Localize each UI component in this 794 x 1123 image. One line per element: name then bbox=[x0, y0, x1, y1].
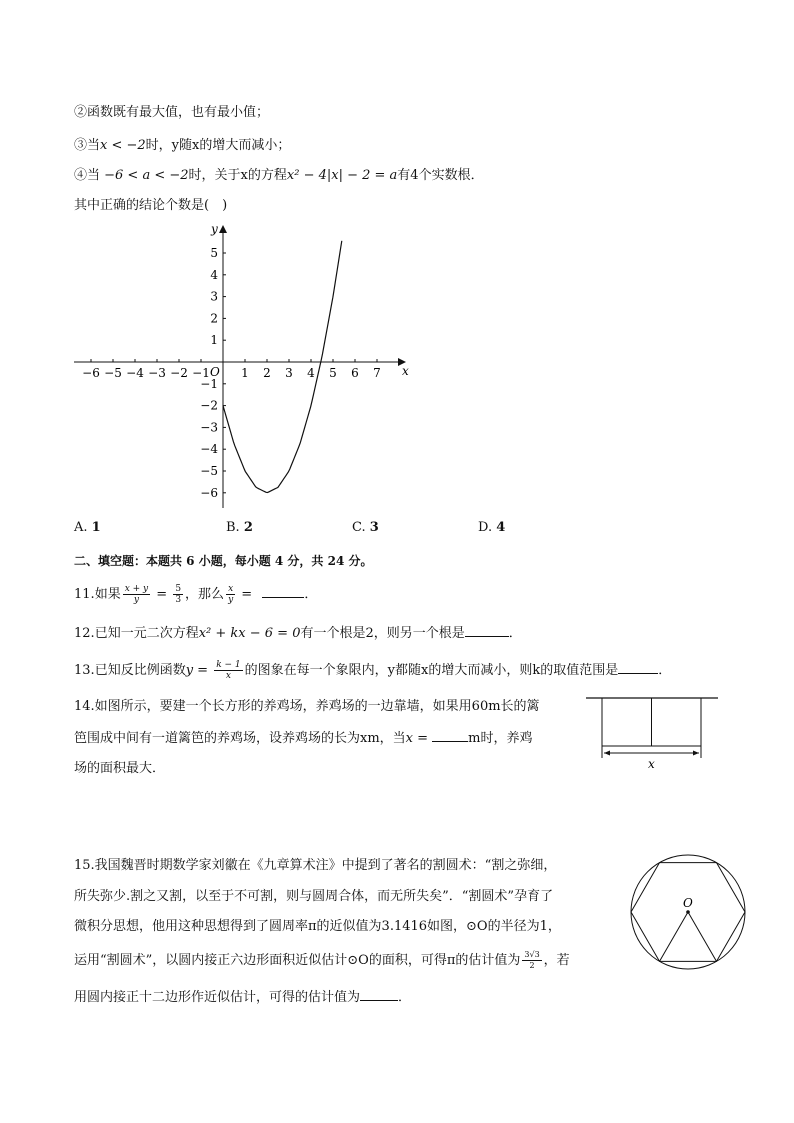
question-15-line4: 运用“割圆术”，以圆内接正六边形面积近似估计⊙O的面积，可得π的估计值为 $\frac{3√3}{2}$ ，若 bbox=[74, 950, 570, 970]
x-tick-label: 5 bbox=[329, 366, 337, 380]
y-tick-label: −6 bbox=[200, 485, 218, 500]
y-tick-label: 3 bbox=[210, 289, 218, 304]
x-tick-label: 2 bbox=[263, 366, 271, 380]
fraction: $\frac{x}{y}$ bbox=[228, 584, 234, 605]
x-tick-label: −3 bbox=[148, 366, 166, 380]
question-14-line1: 14.如图所示，要建一个长方形的养鸡场，养鸡场的一边靠墙，如果用60m长的篱 bbox=[74, 699, 540, 714]
fraction: $\frac{3√3}{2}$ bbox=[524, 950, 540, 970]
y-tick-label: 1 bbox=[210, 333, 218, 348]
dimension-label: x bbox=[648, 757, 655, 771]
origin-label: O bbox=[210, 365, 220, 379]
choice-c[interactable]: C. 3 bbox=[352, 520, 379, 535]
question-prompt: 其中正确的结论个数是( ) bbox=[74, 198, 228, 213]
x-tick-label: 1 bbox=[241, 366, 249, 380]
fraction: $\frac{k - 1}{x}$ bbox=[216, 660, 241, 681]
y-tick-label: −1 bbox=[200, 376, 218, 391]
question-14-line2: 笆围成中间有一道篱笆的养鸡场，设养鸡场的长为xm，当x = m时，养鸡 bbox=[74, 731, 533, 746]
y-tick-label: −2 bbox=[200, 398, 218, 413]
question-15-line2: 所失弥少.割之又割，以至于不可割，则与圆周合体，而无所失矣”．“割圆术”孕育了 bbox=[74, 889, 554, 904]
y-tick-label: −3 bbox=[200, 420, 218, 435]
x-tick-label: −2 bbox=[170, 366, 188, 380]
radius-left bbox=[660, 912, 689, 961]
question-14-line3: 场的面积最大． bbox=[74, 761, 166, 776]
fraction: $\frac{5}{3}$ bbox=[175, 584, 182, 605]
question-15-line3: 微积分思想，他用这种思想得到了圆周率π的近似值为3.1416如图，⊙O的半径为1， bbox=[74, 919, 561, 934]
center-point bbox=[686, 910, 690, 914]
answer-blank[interactable] bbox=[465, 624, 509, 637]
y-tick-label: −5 bbox=[200, 464, 218, 478]
y-tick-label: 5 bbox=[210, 246, 218, 260]
x-tick-label: 4 bbox=[307, 366, 315, 380]
x-tick-label: −5 bbox=[104, 366, 122, 380]
question-15-line1: 15.我国魏晋时期数学家刘徽在《九章算术注》中提到了著名的割圆术：“割之弥细， bbox=[74, 858, 557, 873]
x-tick-label: −6 bbox=[82, 366, 100, 380]
y-tick-label: 4 bbox=[210, 267, 218, 282]
y-tick-label: 2 bbox=[210, 311, 218, 326]
question-11: 11.如果 $\frac{x + y}{y}$ = $\frac{5}{3}$ ，那么 $\frac{x}{y}$ = ． bbox=[74, 584, 318, 605]
x-tick-label: 7 bbox=[373, 366, 381, 380]
inscribed-hexagon-figure bbox=[628, 851, 748, 973]
y-axis-label: y bbox=[211, 222, 218, 236]
x-tick-label: 3 bbox=[285, 366, 293, 380]
x-tick-label: −4 bbox=[126, 366, 144, 380]
question-13: 13.已知反比例函数y = $\frac{k - 1}{x}$ 的图象在每一个象限内，y都随x的增大而减小，则k的取值范围是 ． bbox=[74, 660, 672, 681]
choice-d[interactable]: D. 4 bbox=[478, 520, 506, 535]
question-15-line5: 用圆内接正十二边形作近似估计，可得的估计值为 ． bbox=[74, 990, 412, 1005]
answer-blank[interactable] bbox=[360, 988, 398, 1001]
answer-blank[interactable] bbox=[262, 585, 304, 598]
x-axis-label: x bbox=[402, 364, 409, 378]
fraction: $\frac{x + y}{y}$ bbox=[124, 584, 149, 605]
section-heading: 二、填空题：本题共 6 小题，每小题 4 分，共 24 分。 bbox=[74, 554, 373, 568]
answer-blank[interactable] bbox=[432, 729, 468, 742]
statement-3: ③当x < −2时，y随x的增大而减小； bbox=[74, 138, 291, 153]
x-tick-label: 6 bbox=[351, 366, 359, 380]
answer-blank[interactable] bbox=[618, 661, 658, 674]
x-tick-label: −1 bbox=[192, 366, 210, 380]
arrowhead-left bbox=[604, 751, 610, 756]
function-graph bbox=[60, 218, 420, 518]
radius-right bbox=[688, 912, 717, 961]
y-tick-label: −4 bbox=[200, 442, 218, 457]
choice-a[interactable]: A. 1 bbox=[74, 520, 101, 535]
center-label: O bbox=[683, 896, 693, 910]
arrowhead-right bbox=[693, 751, 699, 756]
question-12: 12.已知一元二次方程x² + kx − 6 = 0有一个根是2，则另一个根是 ． bbox=[74, 626, 522, 641]
chicken-farm-figure bbox=[586, 692, 721, 772]
statement-2: ②函数既有最大值，也有最小值； bbox=[74, 105, 270, 120]
choice-b[interactable]: B. 2 bbox=[226, 520, 253, 535]
statement-4: ④当 −6 < a < −2时，关于x的方程x² − 4|x| − 2 = a有4个实数根． bbox=[74, 168, 484, 183]
